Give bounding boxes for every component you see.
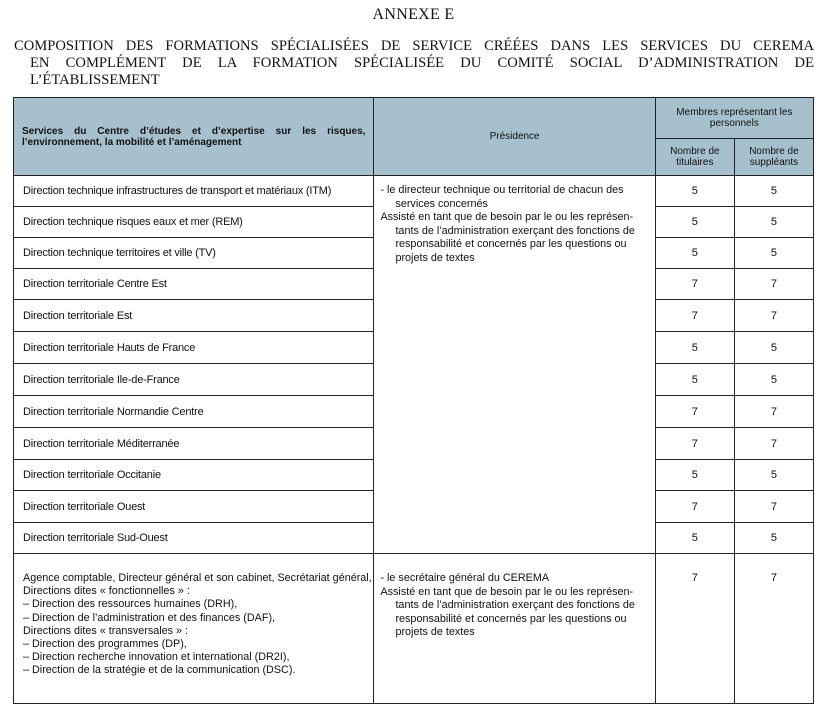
- presidence-text: projets de textes: [395, 626, 475, 638]
- suppleants-count: 7: [734, 300, 813, 332]
- presidence-text: tants de l’administration exerçant des fonctions de: [395, 224, 635, 237]
- table-row-agency: [14, 554, 814, 704]
- titulaires-count: 5: [655, 523, 734, 554]
- service-name: Direction technique infrastructures de transport et matériaux (ITM): [14, 176, 374, 207]
- agency-text: – Direction de la stratégie et de la communication (DSC).: [23, 664, 296, 677]
- agency-text: – Direction recherche innovation et international (DR2I),: [23, 651, 290, 664]
- header-presidence: Présidence: [374, 98, 655, 176]
- titulaires-count: 7: [655, 554, 734, 704]
- table-row: [14, 176, 814, 207]
- titulaires-count: 5: [655, 460, 734, 491]
- presidence-cell: [374, 176, 655, 554]
- suppleants-count: 5: [734, 364, 813, 396]
- presidence-text: responsabilité et concernés par les questions ou: [395, 238, 627, 250]
- presidence-text: tants de l’administration exerçant des fonctions de: [395, 599, 635, 611]
- service-name: Direction technique risques eaux et mer (REM): [14, 207, 374, 238]
- suppleants-count: 7: [734, 428, 813, 460]
- suppleants-count: 7: [734, 554, 813, 704]
- suppleants-count: 5: [734, 238, 813, 269]
- service-name: Direction territoriale Hauts de France: [14, 332, 374, 364]
- titulaires-count: 5: [655, 176, 734, 207]
- presidence-text: Assisté en tant que de besoin par le ou les représen-: [380, 585, 634, 598]
- service-name: Direction territoriale Occitanie: [14, 460, 374, 491]
- suppleants-count: 5: [734, 460, 813, 491]
- presidence-text: services concernés: [395, 197, 488, 210]
- presidence-text: projets de textes: [395, 251, 475, 264]
- suppleants-count: 5: [734, 523, 813, 554]
- service-name: Direction territoriale Sud-Ouest: [14, 523, 374, 554]
- service-name: Direction territoriale Centre Est: [14, 269, 374, 300]
- titulaires-count: 7: [655, 396, 734, 428]
- titulaires-count: 5: [655, 238, 734, 269]
- agency-text: Directions dites « fonctionnelles » :: [23, 585, 190, 598]
- suppleants-count: 7: [734, 396, 813, 428]
- agency-text: – Direction des ressources humaines (DRH),: [23, 598, 238, 611]
- service-name: Direction territoriale Méditerranée: [14, 428, 374, 460]
- titulaires-count: 5: [655, 364, 734, 396]
- presidence-text: - le secrétaire général du CEREMA: [380, 572, 550, 584]
- header-titulaires: Nombre de titulaires: [655, 139, 734, 176]
- suppleants-count: 5: [734, 332, 813, 364]
- agency-text: – Direction de l’administration et des finances (DAF),: [23, 611, 276, 624]
- service-name: Direction territoriale Ile-de-France: [14, 364, 374, 396]
- service-name: Direction territoriale Est: [14, 300, 374, 332]
- header-service: Services du Centre d’études et d’expertise sur les risques, l’environnement, la mobilité et l’aménagement: [14, 98, 374, 176]
- heading-line-2: EN COMPLÉMENT DE LA FORMATION SPÉCIALISÉE DU COMITÉ SOCIAL D’ADMINISTRATION DE: [30, 55, 814, 71]
- agency-services: [14, 554, 374, 704]
- document-heading: [14, 38, 814, 89]
- service-name: Direction territoriale Normandie Centre: [14, 396, 374, 428]
- titulaires-count: 5: [655, 332, 734, 364]
- titulaires-count: 7: [655, 491, 734, 523]
- heading-line-1: COMPOSITION DES FORMATIONS SPÉCIALISÉES DE SERVICE CRÉÉES DANS LES SERVICES DU CEREMA: [14, 38, 814, 54]
- suppleants-count: 5: [734, 176, 813, 207]
- titulaires-count: 7: [655, 269, 734, 300]
- presidence-text: - le directeur technique ou territorial de chacun des: [380, 184, 624, 196]
- heading-line-3: L’ÉTABLISSEMENT: [30, 72, 160, 88]
- annex-title: ANNEXE E: [372, 6, 455, 23]
- suppleants-count: 5: [734, 207, 813, 238]
- header-suppleants: Nombre de suppléants: [734, 139, 813, 176]
- titulaires-count: 5: [655, 207, 734, 238]
- presidence-text: Assisté en tant que de besoin par le ou les représen-: [380, 211, 634, 223]
- suppleants-count: 7: [734, 491, 813, 523]
- presidence-text: responsabilité et concernés par les questions ou: [395, 612, 627, 625]
- composition-table: [13, 97, 814, 704]
- agency-presidence: [374, 554, 655, 704]
- header-members: Membres représentant les personnels: [655, 98, 813, 139]
- service-name: Direction territoriale Ouest: [14, 491, 374, 523]
- titulaires-count: 7: [655, 300, 734, 332]
- suppleants-count: 7: [734, 269, 813, 300]
- agency-text: Directions dites « transversales » :: [23, 624, 189, 637]
- agency-text: Agence comptable, Directeur général et son cabinet, Secrétariat général,: [23, 572, 372, 584]
- titulaires-count: 7: [655, 428, 734, 460]
- service-name: Direction technique territoires et ville (TV): [14, 238, 374, 269]
- agency-text: – Direction des programmes (DP),: [23, 638, 187, 651]
